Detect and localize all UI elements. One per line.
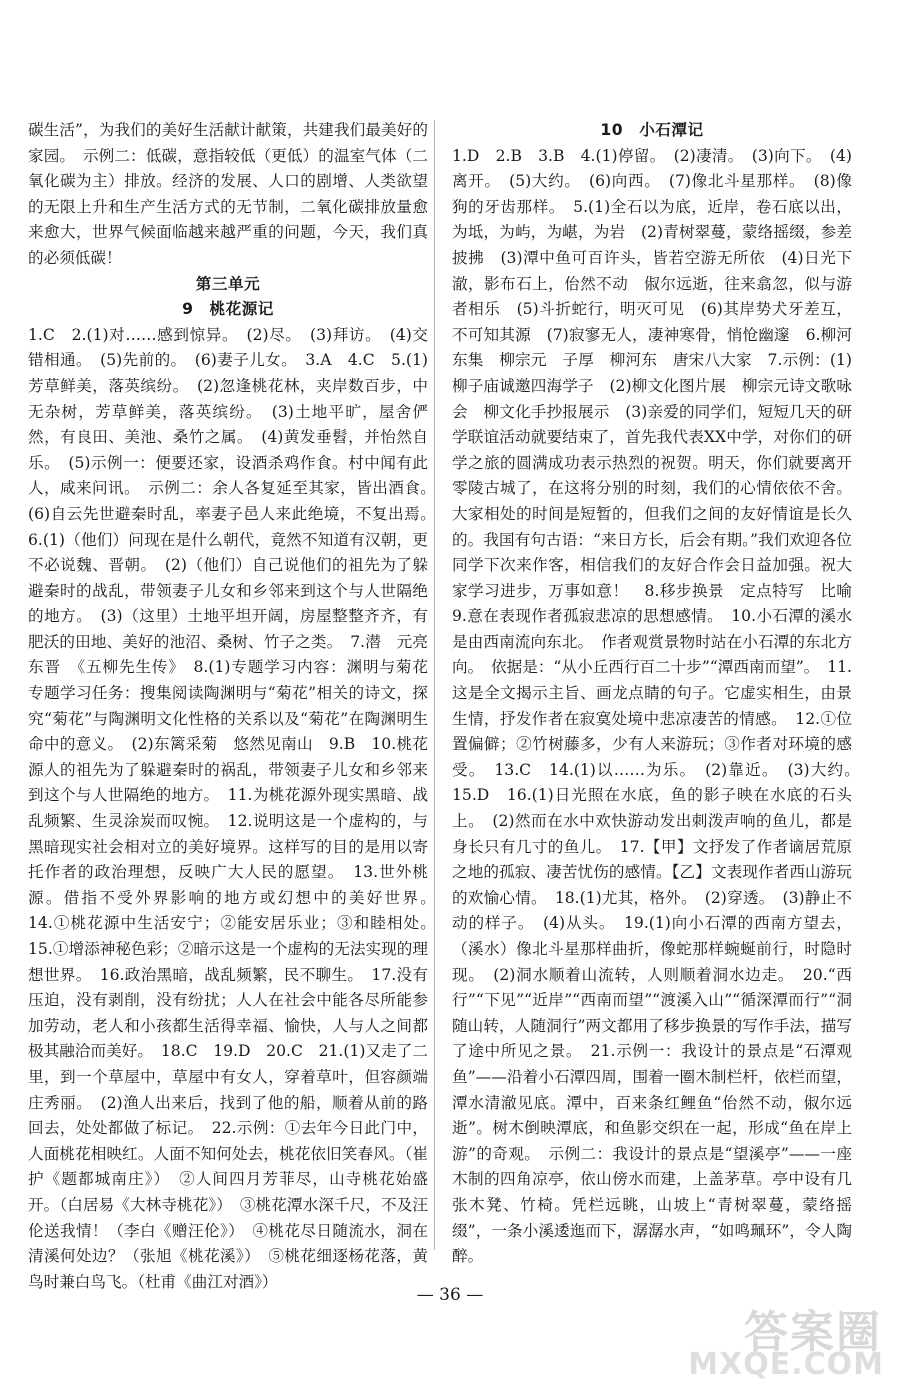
- right-column: [452, 118, 868, 1270]
- column-divider: [434, 120, 435, 1250]
- page-number: — 36 —: [416, 1285, 484, 1305]
- watermark-logo: 答案圈: [744, 1307, 882, 1358]
- lesson-title-10: 10 小石潭记: [600, 121, 704, 139]
- unit-title: 第三单元: [195, 274, 261, 293]
- lesson-title-9: 9 桃花源记: [182, 300, 274, 319]
- watermark-url: MXQE.COM: [688, 1347, 884, 1382]
- watermark: [688, 1296, 886, 1382]
- lesson-10-answers: 1.D 2.B 3.B 4.(1)停留。 (2)凄清。 (3)向下。 (4)离开。 (5)大约。 (6)向西。 (7)像北斗星那样。 (8)像狗的牙齿那样。 5.(1)全石以为底，近岸，卷石底以出，为坻，为屿，为嵁，为岩 (2)青树翠蔓，蒙络摇缀，参差披拂 (3)潭中鱼可百许头，皆若空游无所依 (4)日光下澈，影布石上，佁然不动 俶尔远逝，往来翕忽，似与游者相乐 (5)斗折蛇行，明灭可见 (6)其岸势犬牙差互，不可知其源 (7)寂寥无人，凄神寒骨，悄怆幽邃 6.柳河东集 柳宗元 子厚 柳河东 唐宋八大家 7.示例：(1)柳子庙诚邀四海学子 (2)柳文化图片展 柳宗元诗文歌咏会 柳文化手抄报展示 (3)亲爱的同学们，短短几天的研学联谊活动就要结束了，首先我代表XX中学，对你们的研学之旅的圆满成功表示热烈的祝贺。明天，你们就要离开零陵古城了，在这将分别的时刻，我们的心情依依不舍。大家相处的时间是短暂的，但我们之间的友好情谊是长久的。我国有句古语：“来日方长，后会有期。”我们欢迎各位同学下次来作客，相信我们的友好合作会日益加强。祝大家学习进步，万事如意！ 8.移步换景 定点特写 比喻 9.意在表现作者孤寂悲凉的思想感情。 10.小石潭的溪水是由西南流向东北。 作者观赏景物时站在小石潭的东北方向。 依据是：“从小丘西行百二十步”“潭西南而望”。 11.这是全文揭示主旨、画龙点睛的句子。它虚实相生，由景生情，抒发作者在寂寞处境中悲凉凄苦的情感。 12.①位置偏僻；②竹树藤多，少有人来游玩；③作者对环境的感受。 13.C 14.(1)以……为乐。 (2)靠近。 (3)大约。 15.D 16.(1)日光照在水底，鱼的影子映在水底的石头上。 (2)然而在水中欢快游动发出刺泼声响的鱼儿，都是身长只有几寸的鱼儿。 17.【甲】文抒发了作者谪居荒原之地的孤寂、凄苦忧伤的感情。【乙】文表现作者西山游玩的欢愉心情。 18.(1)尤其，格外。 (2)穿透。 (3)静止不动的样子。 (4)从头。 19.(1)向小石潭的西南方望去，（溪水）像北斗星那样曲折，像蛇那样蜿蜒前行，时隐时现。 (2)洞水顺着山流转，人则顺着洞水边走。 20.“西行”“下见”“近岸”“西南而望”“渡溪入山”“循深潭而行”“洞随山转，人随洞行”两文都用了移步换景的写作手法，描写了途中所见之景。 21.示例一：我设计的景点是“石潭观鱼”——沿着小石潭四周，围着一圈木制栏杆，依栏而望，潭水清澈见底。潭中，百来条红鲤鱼“佁然不动，俶尔远逝”。树木倒映潭底，和鱼影交织在一起，形成“鱼在岸上游”的奇观。 示例二：我设计的景点是“望溪亭”——一座木制的四角凉亭，依山傍水而建，上盖茅草。亭中设有几张木凳、竹椅。凭栏远眺，山坡上“青树翠蔓，蒙络摇缀”，一条小溪逶迤而下，潺潺水声，“如鸣珮环”，令人陶醉。: [452, 146, 868, 1266]
- lesson-9-answers: 1.C 2.(1)对……感到惊异。 (2)尽。 (3)拜访。 (4)交错相通。 (5)先前的。 (6)妻子儿女。 3.A 4.C 5.(1)芳草鲜美，落英缤纷。 (2)忽逢桃花林，夹岸数百步，中无杂树，芳草鲜美，落英缤纷。 (3)土地平旷，屋舍俨然，有良田、美池、桑竹之属。 (4)黄发垂髫，并怡然自乐。 (5)示例一：便要还家，设酒杀鸡作食。村中闻有此人，咸来问讯。 示例二：余人各复延至其家，皆出酒食。 (6)自云先世避秦时乱，率妻子邑人来此绝境，不复出焉。 6.(1)（他们）问现在是什么朝代，竟然不知道有汉朝，更不必说魏、晋朝。 (2)（他们）自己说他们的祖先为了躲避秦时的战乱，带领妻子儿女和乡邻来到这个与人世隔绝的地方。 (3)（这里）土地平坦开阔，房屋整整齐齐，有肥沃的田地、美好的池沼、桑树、竹子之类。 7.潜 元亮 东晋 《五柳先生传》 8.(1)专题学习内容：渊明与菊花 专题学习任务：搜集阅读陶渊明与“菊花”相关的诗文，探究“菊花”与陶渊明文化性格的关系以及“菊花”在陶渊明生命中的意义。 (2)东篱采菊 悠然见南山 9.B 10.桃花源人的祖先为了躲避秦时的祸乱，带领妻子儿女和乡邻来到这个与人世隔绝的地方。 11.为桃花源外现实黑暗、战乱频繁、生灵涂炭而叹惋。 12.说明这是一个虚构的，与黑暗现实社会相对立的美好境界。这样写的目的是用以寄托作者的政治理想，反映广大人民的愿望。 13.世外桃源。借指不受外界影响的地方或幻想中的美好世界。 14.①桃花源中生活安宁；②能安居乐业；③和睦相处。 15.①增添神秘色彩；②暗示这是一个虚构的无法实现的理想世界。 16.政治黑暗，战乱频繁，民不聊生。 17.没有压迫，没有剥削，没有纷扰；人人在社会中能各尽所能参加劳动，老人和小孩都生活得幸福、愉快，人与人之间都极其融洽而美好。 18.C 19.D 20.C 21.(1)又走了二里，到一个草屋中，草屋中有女人，穿着草叶，但容颜端庄秀丽。 (2)渔人出来后，找到了他的船，顺着从前的路回去，处处都做了标记。 22.示例：①去年今日此门中，人面桃花相映红。人面不知何处去，桃花依旧笑春风。（崔护《题都城南庄》） ②人间四月芳菲尽，山寺桃花始盛开。（白居易《大林寺桃花》） ③桃花潭水深千尺，不及汪伦送我情！（李白《赠汪伦》） ④桃花尽日随流水，洞在清溪何处边？（张旭《桃花溪》） ⑤桃花细逐杨花落，黄鸟时兼白鸟飞。（杜甫《曲江对酒》）: [28, 325, 444, 1291]
- left-column: [28, 118, 444, 1295]
- intro-paragraph: 碳生活”，为我们的美好生活献计献策，共建我们最美好的家园。 示例二：低碳，意指较低（更低）的温室气体（二氧化碳为主）排放。经济的发展、人口的剧增、人类欲望的无限上升和生产生活方式的无节制，二氧化碳排放量愈来愈大，世界气候面临越来越严重的问题，今天，我们真的必须低碳！: [28, 121, 428, 267]
